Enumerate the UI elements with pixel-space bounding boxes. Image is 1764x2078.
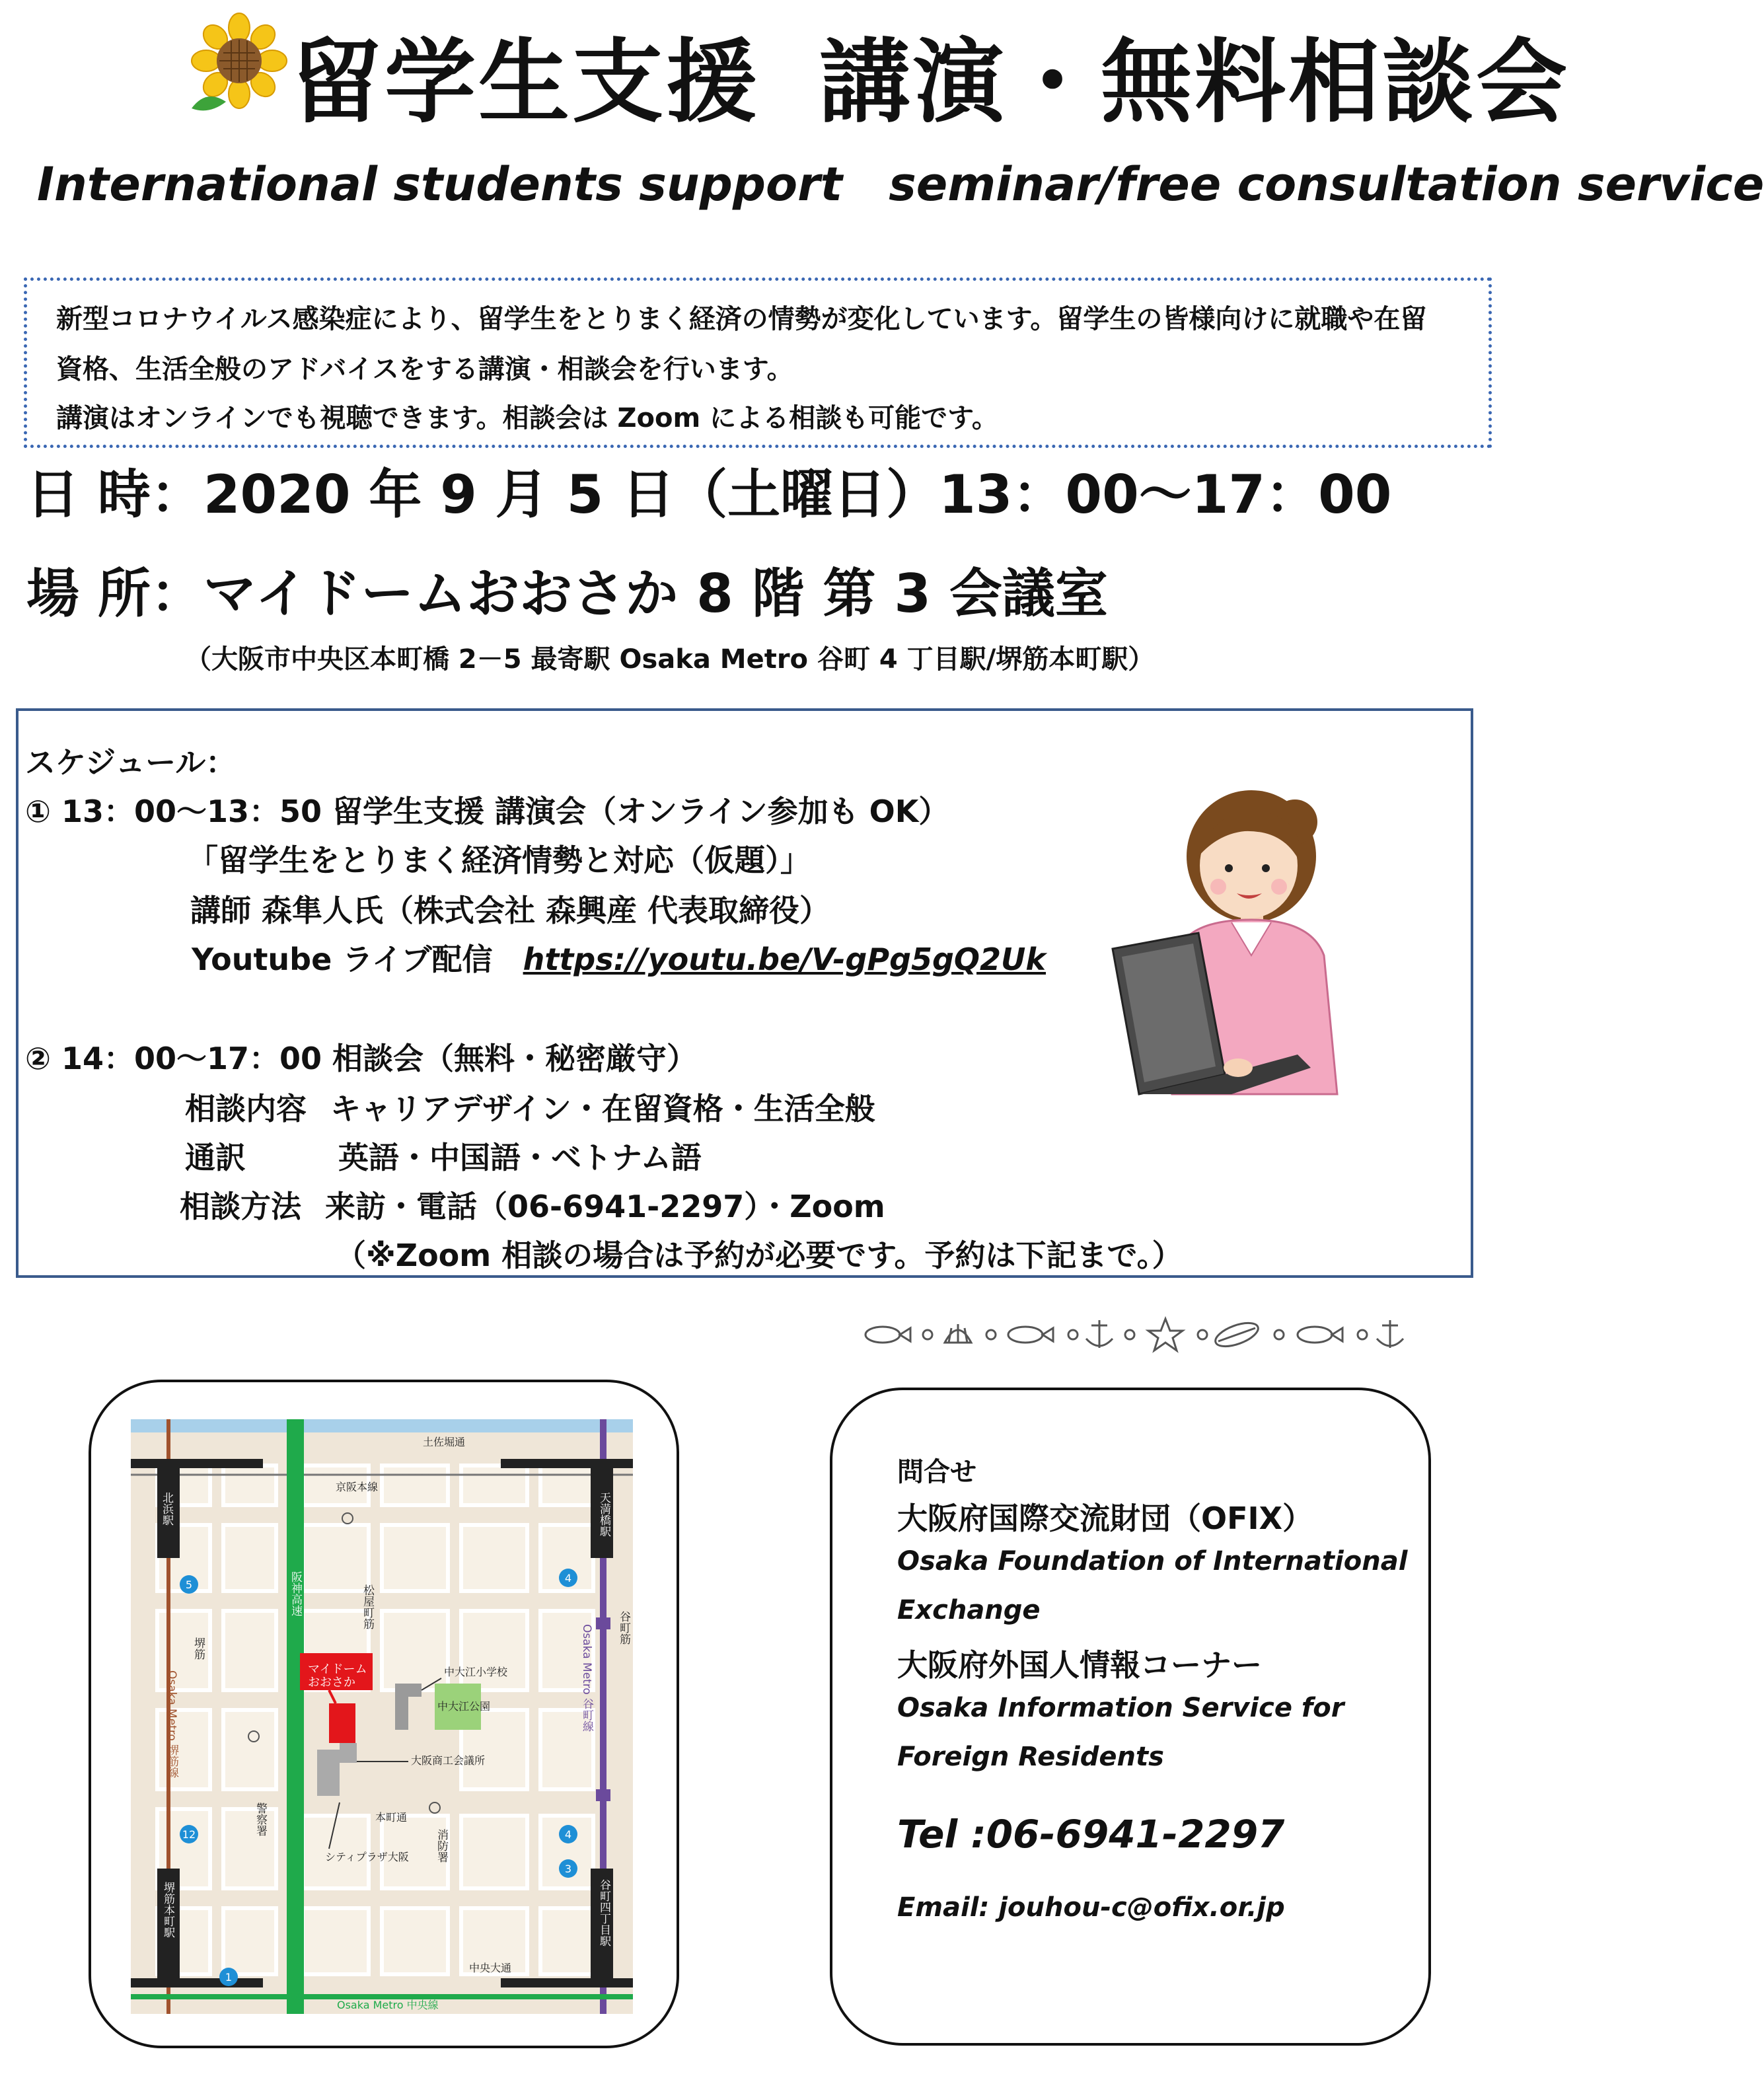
- line-number: 3: [564, 1863, 572, 1875]
- map-label-matsuyamachi: 松屋町筋: [361, 1584, 374, 1629]
- schedule-item1-time: ① 13：00～13：50 留学生支援 講演会（オンライン参加も OK）: [25, 794, 949, 829]
- map-label-osaka: おおさか: [308, 1676, 355, 1689]
- method-label: 相談方法: [180, 1189, 301, 1224]
- map-label-school: 中大江小学校: [444, 1666, 508, 1678]
- contact-email[interactable]: Email: jouhou-c@ofix.or.jp: [897, 1892, 1285, 1923]
- map-label-sakaisuji: 堺筋: [192, 1637, 205, 1660]
- access-map: [131, 1419, 633, 2014]
- intro-line-2: 資格、生活全般のアドバイスをする講演・相談会を行います。: [56, 354, 793, 385]
- woman-at-laptop-illustration: [1099, 784, 1337, 1094]
- access-map-frame: [89, 1380, 679, 2048]
- youtube-link[interactable]: https://youtu.be/V-gPg5gQ2Uk: [523, 942, 1046, 977]
- shell-icon: [945, 1324, 971, 1343]
- map-label-fire: 消防署: [435, 1829, 448, 1863]
- org1-name-en-2: Exchange: [897, 1595, 1041, 1625]
- map-label-kitahama-v: 北浜駅: [160, 1492, 173, 1526]
- fish-icon: [1008, 1327, 1053, 1343]
- method-value: 来訪・電話（06-6941-2297）・Zoom: [325, 1189, 885, 1224]
- title-part1: 留学生支援: [291, 29, 760, 135]
- anchor-icon: [1086, 1320, 1113, 1348]
- surfboard-icon: [1212, 1318, 1261, 1351]
- map-label-police: 警察署: [254, 1802, 267, 1836]
- subtitle-part2: seminar/free consultation service: [889, 157, 1764, 211]
- line-number: 5: [185, 1578, 193, 1591]
- title-part2: 講演・無料相談会: [819, 29, 1570, 135]
- interp-label: 通訳: [185, 1140, 246, 1175]
- starfish-icon: [1148, 1319, 1183, 1351]
- map-label-sakaisuji-line: Osaka Metro 堺筋線: [165, 1670, 178, 1779]
- map-label-mydome: マイドーム: [308, 1662, 367, 1676]
- intro-line-3: 講演はオンラインでも視聴できます。相談会は Zoom による相談も可能です。: [56, 403, 998, 433]
- schedule-item1-stream-label: Youtube ライブ配信: [192, 942, 493, 977]
- map-label-tanimachi: 谷町筋: [617, 1611, 630, 1645]
- fish-icon: [1298, 1327, 1342, 1343]
- sunflower-icon: [186, 16, 292, 115]
- contact-box: [830, 1388, 1431, 2046]
- map-label-tenmabashi: 天満橋駅: [597, 1492, 610, 1537]
- content-value: キャリアデザイン・在留資格・生活全般: [330, 1091, 875, 1127]
- line-number: 1: [225, 1971, 233, 1984]
- org2-name-en-2: Foreign Residents: [897, 1742, 1164, 1772]
- intro-box: [24, 278, 1492, 448]
- decorative-sea-row: [859, 1315, 1467, 1354]
- line-number: 4: [564, 1828, 572, 1841]
- zoom-note: （※Zoom 相談の場合は予約が必要です。予約は下記まで。）: [336, 1238, 1183, 1273]
- contact-heading: 問合せ: [897, 1457, 976, 1487]
- line-number: 4: [564, 1572, 572, 1584]
- english-subtitle: [37, 157, 1764, 211]
- map-label-sakaisuji-honmachi: 堺筋本町駅: [161, 1882, 174, 1938]
- schedule-item1-topic: 「留学生をとりまく経済情勢と対応（仮題）」: [188, 842, 811, 878]
- org1-name-ja: 大阪府国際交流財団（OFIX）: [897, 1501, 1313, 1536]
- page-title: [291, 26, 1570, 139]
- map-label-tanimachi4: 谷町四丁目駅: [597, 1879, 610, 1947]
- content-label: 相談内容: [185, 1091, 307, 1127]
- schedule-heading: スケジュール：: [25, 745, 237, 780]
- map-label-tanimachi-line: Osaka Metro 谷町線: [580, 1624, 593, 1732]
- map-label-park: 中大江公園: [437, 1700, 491, 1713]
- event-datetime: 日 時：2020 年 9 月 5 日（土曜日）13：00～17：00: [26, 464, 1392, 525]
- map-label-chamber: 大阪商工会議所: [411, 1754, 486, 1767]
- map-label-keihan: 京阪本線: [336, 1481, 379, 1493]
- org2-name-en-1: Osaka Information Service for: [897, 1693, 1344, 1723]
- event-address: （大阪市中央区本町橋 2－5 最寄駅 Osaka Metro 谷町 4 丁目駅/堺筋本町駅）: [185, 644, 1155, 675]
- interp-value: 英語・中国語・ベトナム語: [338, 1140, 702, 1175]
- subtitle-part1: International students support: [37, 157, 843, 211]
- schedule-box: [16, 708, 1473, 1278]
- anchor-icon: [1377, 1320, 1403, 1348]
- map-label-tosabori: 土佐堀通: [423, 1436, 466, 1448]
- intro-line-1: 新型コロナウイルス感染症により、留学生をとりまく経済の情勢が変化しています。留学生の皆様向けに就職や在留: [56, 304, 1427, 334]
- line-number: 12: [182, 1828, 196, 1841]
- map-label-chuo-odori: 中央大通: [469, 1962, 512, 1974]
- map-label-chuo-line: Osaka Metro 中央線: [337, 1999, 439, 2011]
- map-label-city-plaza: シティプラザ大阪: [325, 1851, 409, 1863]
- map-label-hanshin: 阪神高速: [289, 1571, 302, 1616]
- org2-name-ja: 大阪府外国人情報コーナー: [897, 1647, 1262, 1683]
- org1-name-en-1: Osaka Foundation of International: [897, 1546, 1408, 1577]
- fish-icon: [865, 1327, 910, 1343]
- map-label-honmachi: 本町通: [375, 1811, 408, 1824]
- event-place: 場 所：マイドームおおさか 8 階 第 3 会議室: [26, 563, 1108, 624]
- contact-tel[interactable]: Tel :06-6941-2297: [897, 1812, 1285, 1857]
- schedule-item1-speaker: 講師 森隼人氏（株式会社 森興産 代表取締役）: [190, 893, 830, 928]
- schedule-item2-time: ② 14：00～17：00 相談会（無料・秘密厳守）: [25, 1041, 698, 1076]
